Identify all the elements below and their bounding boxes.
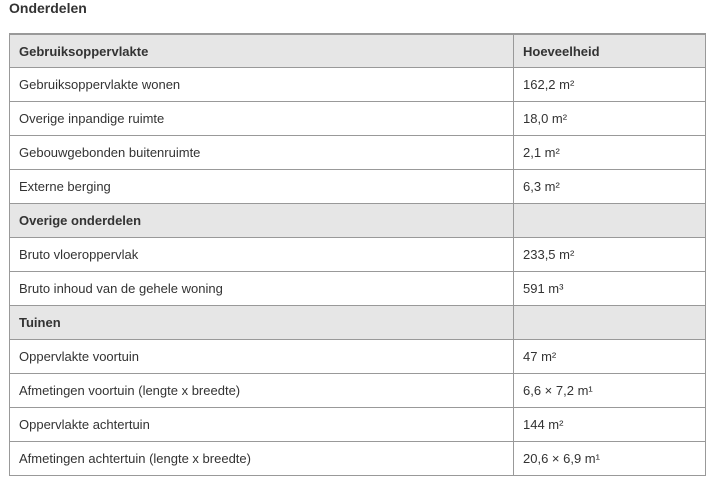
group-header-value [514, 306, 706, 340]
row-label: Overige inpandige ruimte [10, 102, 514, 136]
row-value: 6,6 × 7,2 m¹ [514, 374, 706, 408]
column-header-label: Gebruiksoppervlakte [10, 34, 514, 68]
row-label: Afmetingen achtertuin (lengte x breedte) [10, 442, 514, 476]
group-header-row-gardens [10, 306, 706, 340]
row-value: 2,1 m² [514, 136, 706, 170]
table-row [10, 238, 706, 272]
table-row [10, 102, 706, 136]
row-value: 591 m³ [514, 272, 706, 306]
row-label: Bruto vloeroppervlak [10, 238, 514, 272]
table-row [10, 272, 706, 306]
table-row [10, 408, 706, 442]
table-row [10, 374, 706, 408]
table-row [10, 170, 706, 204]
table-row [10, 136, 706, 170]
row-label: Externe berging [10, 170, 514, 204]
row-label: Afmetingen voortuin (lengte x breedte) [10, 374, 514, 408]
section-title: Onderdelen [9, 0, 87, 16]
table-row [10, 68, 706, 102]
group-header-row-other [10, 204, 706, 238]
row-value: 6,3 m² [514, 170, 706, 204]
row-value: 144 m² [514, 408, 706, 442]
row-label: Gebruiksoppervlakte wonen [10, 68, 514, 102]
specifications-table [9, 33, 706, 476]
group-header-value [514, 204, 706, 238]
group-header-label: Overige onderdelen [10, 204, 514, 238]
group-header-label: Tuinen [10, 306, 514, 340]
row-value: 18,0 m² [514, 102, 706, 136]
row-label: Oppervlakte voortuin [10, 340, 514, 374]
row-value: 47 m² [514, 340, 706, 374]
column-header-value: Hoeveelheid [514, 34, 706, 68]
row-label: Gebouwgebonden buitenruimte [10, 136, 514, 170]
table-row [10, 340, 706, 374]
row-label: Bruto inhoud van de gehele woning [10, 272, 514, 306]
table-header-row [10, 34, 706, 68]
row-value: 233,5 m² [514, 238, 706, 272]
row-value: 162,2 m² [514, 68, 706, 102]
row-value: 20,6 × 6,9 m¹ [514, 442, 706, 476]
table-row [10, 442, 706, 476]
row-label: Oppervlakte achtertuin [10, 408, 514, 442]
